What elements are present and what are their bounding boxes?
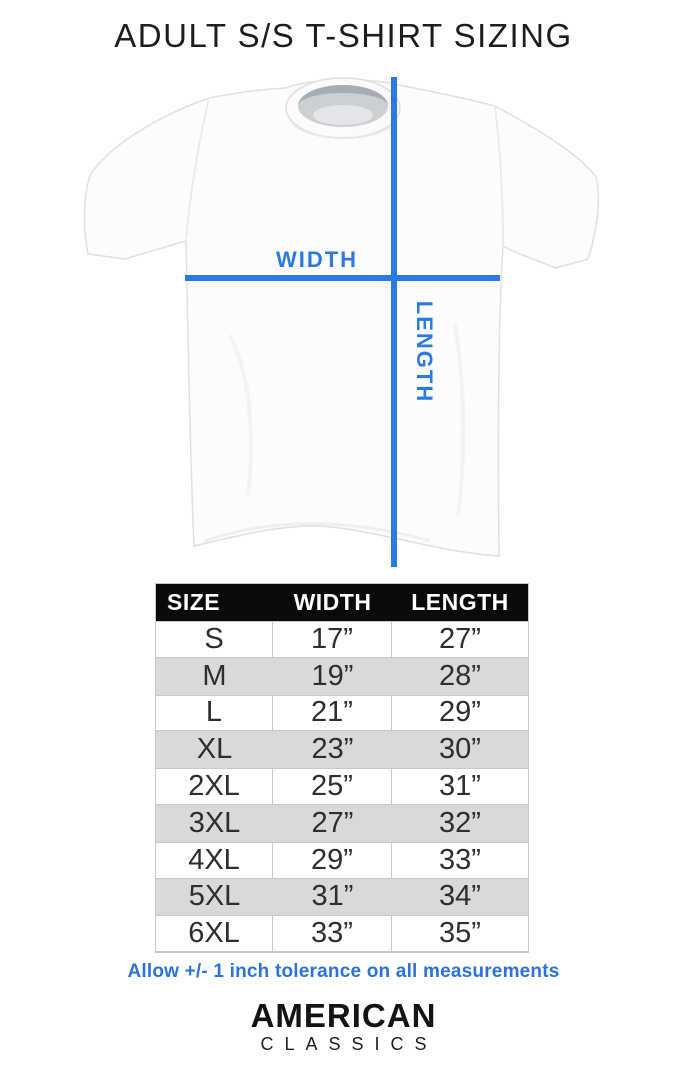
- cell-width: 23”: [311, 733, 354, 766]
- cell-length: 31”: [439, 770, 481, 803]
- cell-width: 29”: [273, 843, 392, 878]
- size-row-m: [156, 658, 528, 695]
- cell-width: 21”: [273, 696, 392, 731]
- cell-size: XL: [196, 733, 233, 766]
- size-row-6xl: [156, 915, 528, 952]
- cell-length: 35”: [439, 917, 481, 950]
- cell-size: M: [202, 659, 227, 692]
- cell-size: S: [156, 622, 273, 657]
- cell-length: 33”: [439, 843, 481, 876]
- column-header-size: SIZE: [167, 589, 221, 615]
- tolerance-note: Allow +/- 1 inch tolerance on all measurements: [127, 961, 560, 982]
- cell-length: 30”: [439, 733, 481, 766]
- cell-length: 27”: [439, 622, 481, 655]
- cell-size: 4XL: [156, 843, 273, 878]
- cell-width: 25”: [273, 769, 392, 804]
- size-chart-header-row: [156, 584, 528, 621]
- column-header-width: WIDTH: [293, 589, 372, 615]
- cell-width: 27”: [311, 806, 354, 839]
- cell-width: 19”: [311, 659, 354, 692]
- size-row-l: [156, 695, 528, 732]
- tshirt-measurement-diagram: [0, 75, 687, 575]
- cell-length: 28”: [439, 659, 481, 692]
- size-row-5xl: [156, 879, 528, 916]
- cell-size: 2XL: [156, 769, 273, 804]
- cell-length: 32”: [439, 806, 481, 839]
- size-chart-table: [155, 583, 529, 953]
- cell-size: L: [156, 696, 273, 731]
- tshirt-diagram-svg: [0, 75, 687, 575]
- brand-name-classics: CLASSICS: [260, 1034, 438, 1054]
- cell-width: 17”: [273, 622, 392, 657]
- cell-size: 3XL: [188, 806, 241, 839]
- size-row-2xl: [156, 768, 528, 805]
- collar-inner-highlight: [313, 105, 373, 125]
- size-row-3xl: [156, 805, 528, 842]
- size-row-xl: [156, 731, 528, 768]
- size-row-4xl: [156, 842, 528, 879]
- tshirt-graphic: [84, 80, 598, 556]
- column-header-length: LENGTH: [411, 589, 509, 615]
- cell-size: 6XL: [156, 916, 273, 951]
- brand-logo: [0, 999, 687, 1053]
- page-title: ADULT S/S T-SHIRT SIZING: [114, 17, 573, 54]
- cell-size: 5XL: [188, 880, 241, 913]
- cell-width: 33”: [273, 916, 392, 951]
- size-row-s: [156, 621, 528, 658]
- cell-length: 34”: [439, 880, 481, 913]
- brand-name-american: AMERICAN: [250, 997, 437, 1034]
- cell-length: 29”: [439, 696, 481, 729]
- cell-width: 31”: [311, 880, 354, 913]
- length-label: LENGTH: [412, 300, 437, 404]
- width-label: WIDTH: [275, 247, 359, 272]
